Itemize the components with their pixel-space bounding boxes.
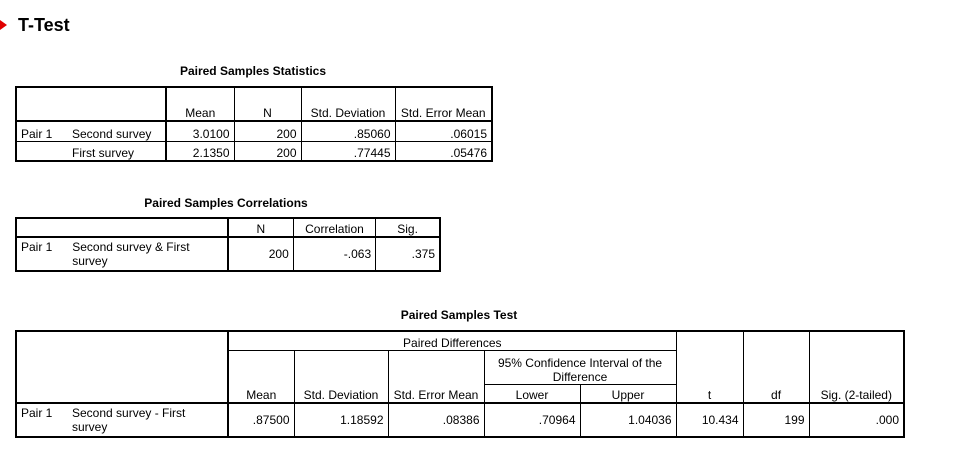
cell-se: .08386	[388, 403, 484, 437]
cell-sd: .85060	[301, 121, 395, 141]
cell-sd: .77445	[301, 141, 395, 161]
table-row	[16, 237, 440, 271]
paired-samples-correlations-table	[15, 217, 441, 272]
cell-sig: .000	[809, 403, 904, 437]
stats-header-se: Std. Error Mean	[395, 87, 492, 121]
cell-se: .05476	[395, 141, 492, 161]
cell-t: 10.434	[676, 403, 743, 437]
cell-sd: 1.18592	[294, 403, 388, 437]
test-header-ci: 95% Confidence Interval of the Difference	[484, 350, 676, 384]
row-label: Second survey & First survey	[72, 240, 190, 268]
table-row	[16, 403, 904, 437]
cell-n: 200	[234, 121, 301, 141]
cell-lower: .70964	[484, 403, 580, 437]
stats-header-blank	[16, 87, 166, 121]
table-row	[16, 141, 492, 161]
test-header-blank	[16, 331, 228, 403]
row-label: Second survey	[68, 121, 166, 141]
stats-header-sd: Std. Deviation	[301, 87, 395, 121]
cell-se: .06015	[395, 121, 492, 141]
test-header-sig: Sig. (2-tailed)	[809, 331, 904, 403]
row-label: First survey	[72, 146, 135, 160]
stats-table-title: Paired Samples Statistics	[179, 64, 327, 78]
test-table-title: Paired Samples Test	[400, 308, 518, 322]
cell-mean: .87500	[228, 403, 294, 437]
cell-n: 200	[234, 141, 301, 161]
corr-header-n: N	[228, 218, 293, 237]
pair-label: Pair 1	[21, 240, 53, 254]
corr-header-correlation: Correlation	[293, 218, 375, 237]
test-header-paired-differences: Paired Differences	[228, 331, 676, 350]
correlations-table-title: Paired Samples Correlations	[144, 196, 308, 210]
test-header-sd: Std. Deviation	[294, 350, 388, 403]
test-header-lower: Lower	[484, 384, 580, 403]
paired-samples-statistics-table	[15, 86, 493, 162]
cell-correlation: -.063	[293, 237, 375, 271]
heading-title: T-Test	[18, 14, 70, 35]
stats-header-n: N	[234, 87, 301, 121]
cell-sig: .375	[376, 237, 440, 271]
red-arrow-icon	[0, 20, 7, 30]
pair-label: Pair 1	[21, 406, 53, 420]
row-label: Second survey - First survey	[72, 406, 186, 434]
stats-header-mean: Mean	[166, 87, 234, 121]
test-header-df: df	[743, 331, 809, 403]
pair-label: Pair 1	[16, 121, 68, 141]
test-header-upper: Upper	[580, 384, 676, 403]
table-row	[16, 121, 492, 141]
cell-n: 200	[228, 237, 293, 271]
corr-header-sig: Sig.	[376, 218, 440, 237]
cell-mean: 3.0100	[166, 121, 234, 141]
test-header-t: t	[676, 331, 743, 403]
test-header-se: Std. Error Mean	[388, 350, 484, 403]
cell-df: 199	[743, 403, 809, 437]
paired-samples-test-table	[15, 330, 905, 438]
output-heading	[0, 12, 70, 38]
corr-header-blank	[16, 218, 228, 237]
test-header-mean: Mean	[228, 350, 294, 403]
pair-label-empty	[16, 141, 68, 161]
cell-upper: 1.04036	[580, 403, 676, 437]
cell-mean: 2.1350	[166, 141, 234, 161]
